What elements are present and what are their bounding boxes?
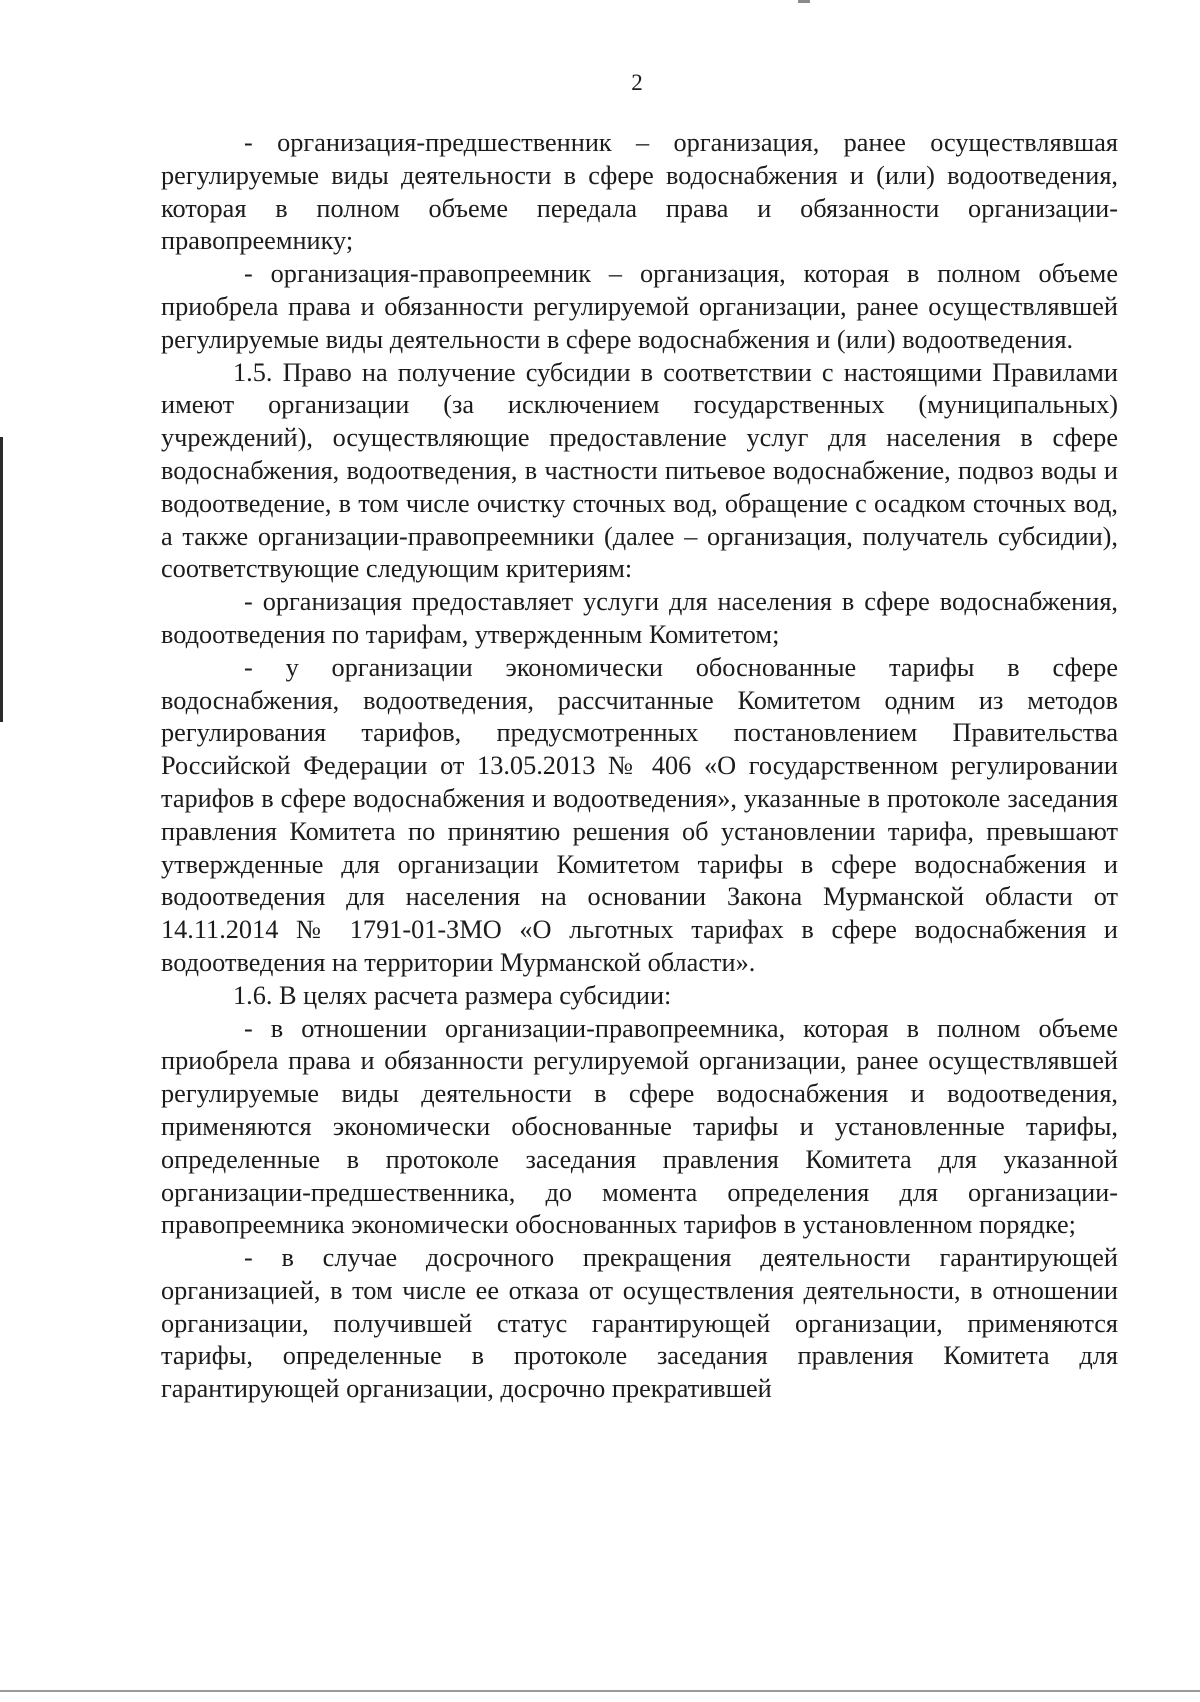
clause-1-6-item-1: - в отношении организации-правопреемника, которая в полном объеме приобрела права и обязанности регулируемой организации, ранее осуществлявшей регулируемые виды деятельности в сфере водоснабжения и водоотведения, применяются экономически обоснованные тарифы и установленные тарифы, определенные в протоколе заседания правления Комитета для указанной организации-предшественника, до момента определения для организации-правопреемника экономически обоснованных тарифов в установленном порядке;	[161, 1013, 1118, 1240]
page-number: 2	[631, 70, 643, 95]
clause-1-6: 1.6. В целях расчета размера субсидии:	[233, 980, 672, 1010]
scan-margin-bar	[0, 437, 3, 722]
criterion-2: - у организации экономически обоснованные тарифы в сфере водоснабжения, водоотведения, рассчитанные Комитетом одним из методов регулирования тарифов, предусмотренных постановлением Правительства Российской Федерации от 13.05.2013 № 406 «О государственном регулировании тарифов в сфере водоснабжения и водоотведения», указанные в протоколе заседания правления Комитета по принятию решения об установлении тарифа, превышают утвержденные для организации Комитетом тарифы в сфере водоснабжения и водоотведения для населения на основании Закона Мурманской области от 14.11.2014 № 1791-01-ЗМО «О льготных тарифах в сфере водоснабжения и водоотведения на территории Мурманской области».	[161, 652, 1118, 977]
document-body	[161, 127, 1118, 1406]
scan-edge-mark	[798, 0, 810, 3]
scan-bottom-edge	[0, 1690, 1200, 1692]
definition-successor: - организация-правопреемник – организация, которая в полном объеме приобрела права и обязанности регулируемой организации, ранее осуществлявшей регулируемые виды деятельности в сфере водоснабжения и (или) водоотведения.	[161, 259, 1118, 354]
clause-1-5: 1.5. Право на получение субсидии в соответствии с настоящими Правилами имеют организации (за исключением государственных (муниципальных) учреждений), осуществляющие предоставление услуг для населения в сфере водоснабжения, водоотведения, в частности питьевое водоснабжение, подвоз воды и водоотведение, в том числе очистку сточных вод, обращение с осадком сточных вод, а также организации-правопреемники (далее – организация, получатель субсидии), соответствующие следующим критериям:	[161, 357, 1118, 584]
definition-predecessor: - организация-предшественник – организация, ранее осуществлявшая регулируемые виды деятельности в сфере водоснабжения и (или) водоотведения, которая в полном объеме передала права и обязанности организации-правопреемнику;	[161, 128, 1118, 256]
criterion-1: - организация предоставляет услуги для населения в сфере водоснабжения, водоотведения по тарифам, утвержденным Комитетом;	[161, 587, 1118, 649]
clause-1-6-item-2: - в случае досрочного прекращения деятельности гарантирующей организацией, в том числе ее отказа от осуществления деятельности, в отношении организации, получившей статус гарантирующей организации, применяются тарифы, определенные в протоколе заседания правления Комитета для гарантирующей организации, досрочно прекратившей	[161, 1243, 1118, 1404]
